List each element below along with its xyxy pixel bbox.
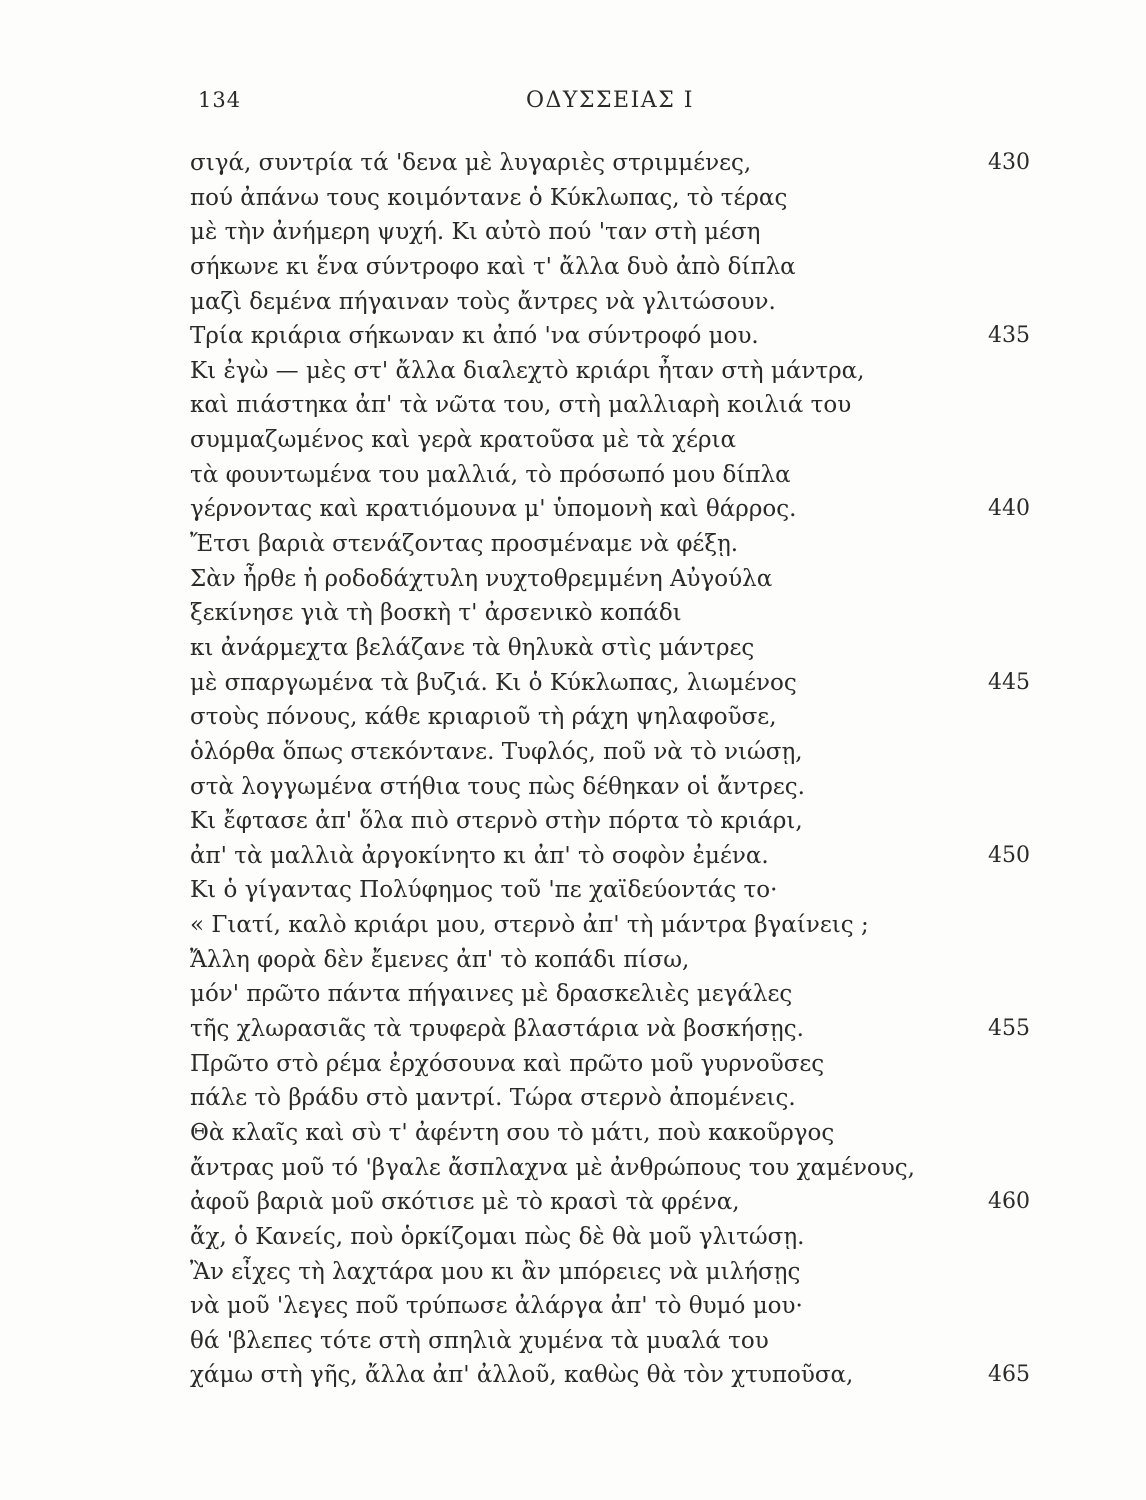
verse-line <box>190 319 1040 354</box>
verse-text: Ἂν εἶχες τὴ λαχτάρα μου κι ἂν μπόρειες νὰ μιλήσῃς <box>190 1258 801 1285</box>
line-number: 460 <box>988 1189 1030 1215</box>
verse-text: ἀφοῦ βαριὰ μοῦ σκότισε μὲ τὸ κρασὶ τὰ φρένα, <box>190 1189 740 1216</box>
verse-text: μόν' πρῶτο πάντα πήγαινες μὲ δρασκελιὲς μεγάλες <box>190 981 793 1008</box>
verse-text: συμμαζωμένος καὶ γερὰ κρατοῦσα μὲ τὰ χέρια <box>190 427 737 454</box>
verse-text: τῆς χλωρασιᾶς τὰ τρυφερὰ βλαστάρια νὰ βοσκήσῃς. <box>190 1016 804 1043</box>
verse-text: τὰ φουντωμένα του μαλλιά, τὸ πρόσωπό μου δίπλα <box>190 461 791 488</box>
verse-text: ἄχ, ὁ Κανείς, ποὺ ὁρκίζομαι πὼς δὲ θὰ μοῦ γλιτώσῃ. <box>190 1223 805 1250</box>
verse-line <box>190 562 1040 597</box>
page-header <box>198 88 938 118</box>
verse-line <box>190 1081 1040 1116</box>
verse-text: καὶ πιάστηκα ἀπ' τὰ νῶτα του, στὴ μαλλιαρὴ κοιλιά του <box>190 392 852 419</box>
verse-line <box>190 839 1040 874</box>
verse-line <box>190 1116 1040 1151</box>
verse-text: πάλε τὸ βράδυ στὸ μαντρί. Τώρα στερνὸ ἀπομένεις. <box>190 1085 796 1112</box>
verse-line <box>190 908 1040 943</box>
verse-line <box>190 1324 1040 1359</box>
verse-text: σιγά, συντρία τά 'δενα μὲ λυγαριὲς στριμμένες, <box>190 150 752 176</box>
verse-text: Κι ἔφτασε ἀπ' ὅλα πιὸ στερνὸ στὴν πόρτα τὸ κριάρι, <box>190 808 803 835</box>
verse-line <box>190 215 1040 250</box>
verse-text: ἄντρας μοῦ τό 'βγαλε ἄσπλαχνα μὲ ἀνθρώπους του χαμένους, <box>190 1154 915 1181</box>
verse-line <box>190 735 1040 770</box>
verse-line <box>190 804 1040 839</box>
verse-line <box>190 700 1040 735</box>
verse-line <box>190 388 1040 423</box>
verse-text: « Γιατί, καλὸ κριάρι μου, στερνὸ ἀπ' τὴ μάντρα βγαίνεις ; <box>190 912 869 939</box>
verse-line <box>190 1151 1040 1186</box>
verse-line <box>190 596 1040 631</box>
verse-text: μὲ τὴν ἀνήμερη ψυχή. Κι αὐτὸ πού 'ταν στὴ μέση <box>190 219 761 246</box>
verse-text: σήκωνε κι ἕνα σύντροφο καὶ τ' ἄλλα δυὸ ἀπὸ δίπλα <box>190 253 796 280</box>
verse-text: χάμω στὴ γῆς, ἄλλα ἀπ' ἀλλοῦ, καθὼς θὰ τὸν χτυποῦσα, <box>190 1362 854 1389</box>
running-head: ΟΔΥΣΣΕΙΑΣ Ι <box>526 88 694 113</box>
verse-line <box>190 146 1040 181</box>
verse-text: Πρῶτο στὸ ρέμα ἐρχόσουνα καὶ πρῶτο μοῦ γυρνοῦσες <box>190 1050 825 1077</box>
verse-text: θά 'βλεπες τότε στὴ σπηλιὰ χυμένα τὰ μυαλά του <box>190 1327 769 1354</box>
verse-line <box>190 1012 1040 1047</box>
verse-line <box>190 943 1040 978</box>
verse-line <box>190 250 1040 285</box>
line-number: 440 <box>988 496 1030 522</box>
verse-line <box>190 873 1040 908</box>
verse-line <box>190 1220 1040 1255</box>
verse-text: Σὰν ἦρθε ἡ ροδοδάχτυλη νυχτοθρεμμένη Αὐγούλα <box>190 565 773 592</box>
line-number: 445 <box>988 669 1030 695</box>
verse-line <box>190 1289 1040 1324</box>
verse-text: ξεκίνησε γιὰ τὴ βοσκὴ τ' ἀρσενικὸ κοπάδι <box>190 600 682 627</box>
line-number: 465 <box>988 1362 1030 1388</box>
verse-line <box>190 527 1040 562</box>
verse-text: Θὰ κλαῖς καὶ σὺ τ' ἀφέντη σου τὸ μάτι, ποὺ κακοῦργος <box>190 1119 835 1146</box>
page-number: 134 <box>198 88 242 112</box>
verse-line <box>190 770 1040 805</box>
verse-text: κι ἀνάρμεχτα βελάζανε τὰ θηλυκὰ στὶς μάντρες <box>190 634 755 661</box>
verse-text: Τρία κριάρια σήκωναν κι ἀπό 'να σύντροφό μου. <box>190 323 759 350</box>
verse-text: στοὺς πόνους, κάθε κριαριοῦ τὴ ράχη ψηλαφοῦσε, <box>190 704 777 731</box>
verse-line <box>190 1047 1040 1082</box>
verse-text: Κι ἐγὼ — μὲς στ' ἄλλα διαλεχτὸ κριάρι ἦταν στὴ μάντρα, <box>190 357 865 384</box>
verse-text: γέρνοντας καὶ κρατιόμουνα μ' ὑπομονὴ καὶ θάρρος. <box>190 496 797 523</box>
verse-line <box>190 1255 1040 1290</box>
verse-text: στὰ λογγωμένα στήθια τους πὼς δέθηκαν οἱ ἄντρες. <box>190 773 805 800</box>
verse-line <box>190 631 1040 666</box>
verse-line <box>190 458 1040 493</box>
verse-line <box>190 977 1040 1012</box>
verse-text: Κι ὁ γίγαντας Πολύφημος τοῦ 'πε χαϊδεύοντάς το· <box>190 877 778 904</box>
line-number: 455 <box>988 1016 1030 1042</box>
verse-line <box>190 181 1040 216</box>
verse-line <box>190 666 1040 701</box>
verse-text: ὁλόρθα ὅπως στεκόντανε. Τυφλός, ποῦ νὰ τὸ νιώσῃ, <box>190 738 803 765</box>
verse-text: πού ἀπάνω τους κοιμόντανε ὁ Κύκλωπας, τὸ τέρας <box>190 184 788 211</box>
verse-line <box>190 285 1040 320</box>
verse-text: νὰ μοῦ 'λεγες ποῦ τρύπωσε ἀλάργα ἀπ' τὸ θυμό μου· <box>190 1293 803 1320</box>
verse-line <box>190 1358 1040 1393</box>
verse-line <box>190 492 1040 527</box>
line-number: 450 <box>988 842 1030 868</box>
verse-text: Ἔτσι βαριὰ στενάζοντας προσμέναμε νὰ φέξῃ. <box>190 531 739 558</box>
verse-text: μὲ σπαργωμένα τὰ βυζιά. Κι ὁ Κύκλωπας, λιωμένος <box>190 669 797 696</box>
verse-line <box>190 1185 1040 1220</box>
line-number: 435 <box>988 323 1030 349</box>
line-number: 430 <box>988 150 1030 175</box>
verse-text: μαζὶ δεμένα πήγαιναν τοὺς ἄντρες νὰ γλιτώσουν. <box>190 288 776 315</box>
verse-line <box>190 354 1040 389</box>
verse-block <box>190 146 1040 1393</box>
verse-text: ἀπ' τὰ μαλλιὰ ἀργοκίνητο κι ἀπ' τὸ σοφὸν ἐμένα. <box>190 842 769 869</box>
verse-text: Ἄλλη φορὰ δὲν ἔμενες ἀπ' τὸ κοπάδι πίσω, <box>190 946 690 973</box>
verse-line <box>190 423 1040 458</box>
